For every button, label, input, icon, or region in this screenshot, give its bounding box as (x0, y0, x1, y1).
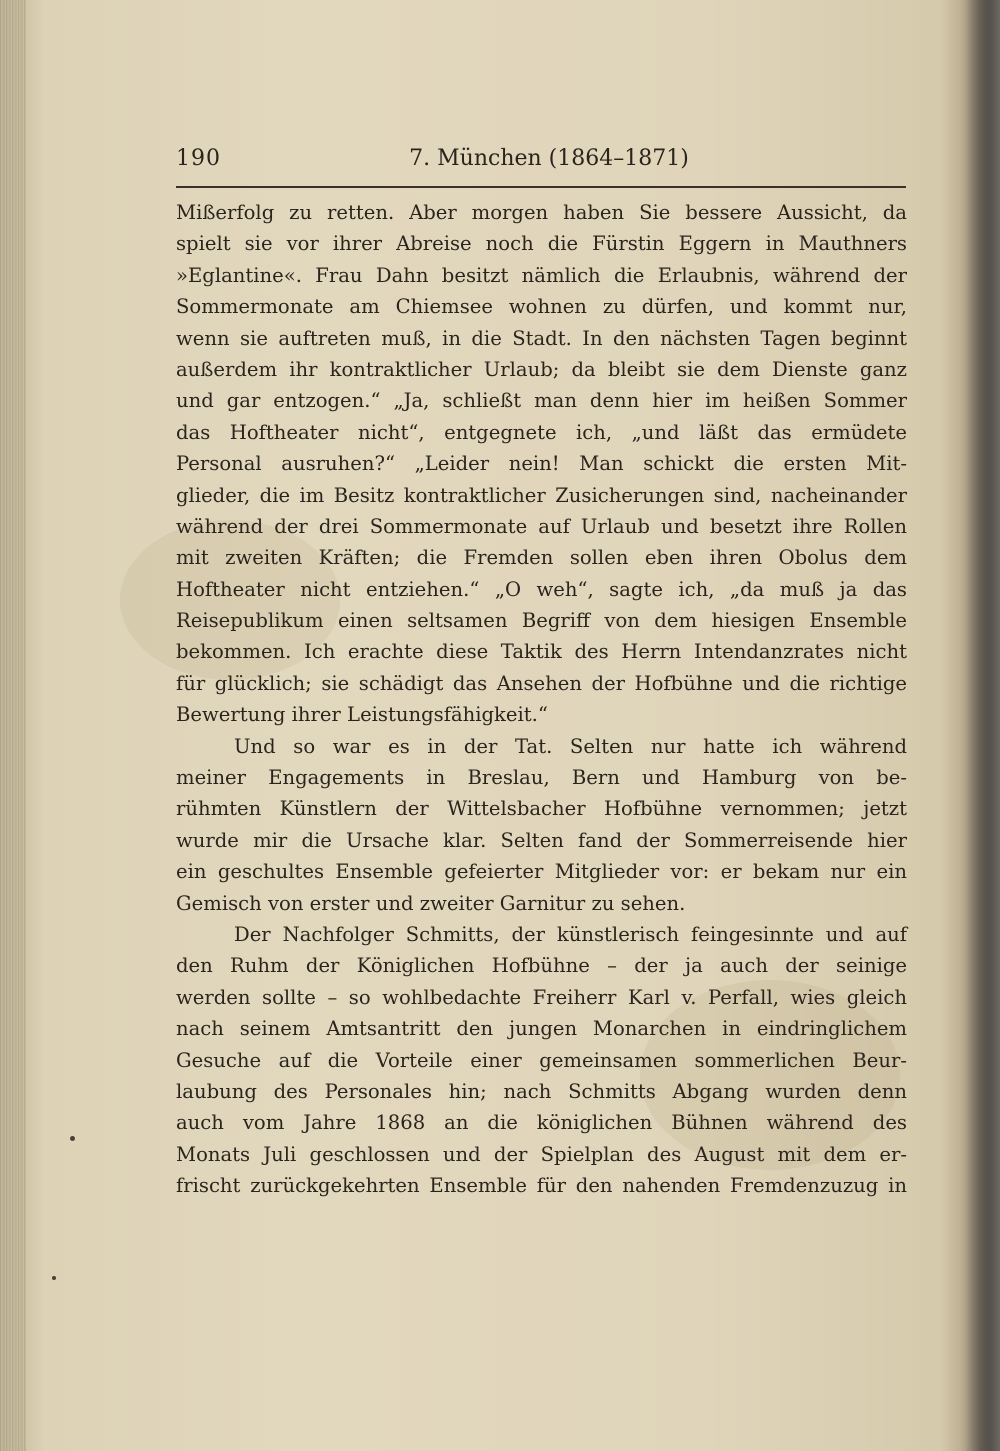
text-line: Personal ausruhen?“ „Leider nein! Man schickt die ersten Mit- (176, 452, 907, 476)
text-line: frischt zurückgekehrten Ensemble für den nahenden Fremdenzuzug in (176, 1174, 907, 1198)
text-line: wurde mir die Ursache klar. Selten fand der Sommerreisende hier (176, 828, 907, 852)
page-edge-stack (0, 0, 26, 1451)
page-number: 190 (176, 146, 221, 171)
text-line: meiner Engagements in Breslau, Bern und Hamburg von be- (176, 766, 907, 790)
text-line: laubung des Personales hin; nach Schmitts Abgang wurden denn (176, 1079, 907, 1103)
binding-shadow (966, 0, 1000, 1451)
paragraph (176, 919, 907, 1202)
text-line: für glücklich; sie schädigt das Ansehen der Hofbühne und die richtige (176, 671, 907, 695)
text-line: Der Nachfolger Schmitts, der künstlerisch feingesinnte und auf (234, 922, 907, 946)
header-rule (176, 186, 906, 188)
text-line: »Eglantine«. Frau Dahn besitzt nämlich die Erlaubnis, während der (176, 263, 907, 287)
running-head: 7. München (1864–1871) (409, 146, 689, 171)
text-line: Gesuche auf die Vorteile einer gemeinsamen sommerlichen Beur- (176, 1048, 907, 1072)
text-line: bekommen. Ich erachte diese Taktik des Herrn Intendanzrates nicht (176, 640, 907, 664)
text-line: Reisepublikum einen seltsamen Begriff von dem hiesigen Ensemble (176, 609, 907, 633)
text-line: Mißerfolg zu retten. Aber morgen haben Sie bessere Aussicht, da (176, 201, 907, 224)
text-line: Sommermonate am Chiemsee wohnen zu dürfen, und kommt nur, (176, 295, 907, 319)
text-line: Bewertung ihrer Leistungsfähigkeit.“ (176, 703, 548, 727)
text-line: nach seinem Amtsantritt den jungen Monarchen in eindringlichem (176, 1017, 907, 1041)
body-text (176, 197, 907, 1202)
text-line: Gemisch von erster und zweiter Garnitur zu sehen. (176, 891, 686, 915)
page-header (176, 146, 906, 182)
text-line: wenn sie auftreten muß, in die Stadt. In den nächsten Tagen beginnt (176, 326, 907, 350)
text-line: und gar entzogen.“ „Ja, schließt man denn hier im heißen Sommer (176, 389, 907, 413)
text-line: werden sollte – so wohlbedachte Freiherr Karl v. Perfall, wies gleich (176, 985, 907, 1009)
text-line: das Hoftheater nicht“, entgegnete ich, „und läßt das ermüdete (176, 420, 907, 444)
text-line: den Ruhm der Königlichen Hofbühne – der ja auch der seinige (176, 954, 907, 978)
text-line: rühmten Künstlern der Wittelsbacher Hofbühne vernommen; jetzt (176, 797, 907, 821)
text-line: Und so war es in der Tat. Selten nur hatte ich während (234, 734, 907, 758)
paragraph (176, 731, 907, 919)
text-line: ein geschultes Ensemble gefeierter Mitglieder vor: er bekam nur ein (176, 860, 907, 884)
ink-speck (52, 1276, 56, 1280)
paragraph (176, 197, 907, 731)
ink-speck (70, 1136, 75, 1141)
text-line: auch vom Jahre 1868 an die königlichen Bühnen während des (176, 1111, 907, 1135)
text-line: Hoftheater nicht entziehen.“ „O weh“, sagte ich, „da muß ja das (176, 577, 907, 601)
text-line: während der drei Sommermonate auf Urlaub und besetzt ihre Rollen (176, 514, 907, 538)
text-line: mit zweiten Kräften; die Fremden sollen eben ihren Obolus dem (176, 546, 907, 570)
text-line: Monats Juli geschlossen und der Spielplan des August mit dem er- (176, 1142, 907, 1166)
text-line: außerdem ihr kontraktlicher Urlaub; da bleibt sie dem Dienste ganz (176, 357, 907, 381)
text-line: spielt sie vor ihrer Abreise noch die Fürstin Eggern in Mauthners (176, 232, 907, 256)
text-line: glieder, die im Besitz kontraktlicher Zusicherungen sind, nacheinander (176, 483, 907, 507)
